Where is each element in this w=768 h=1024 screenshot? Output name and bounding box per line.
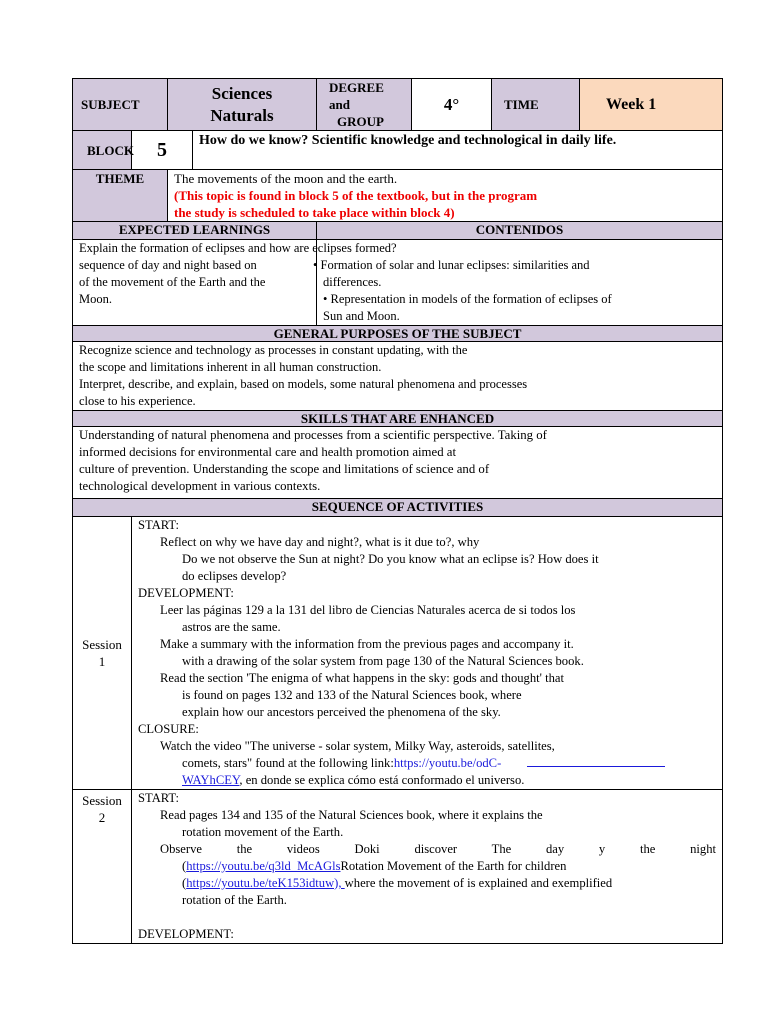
video-link-1[interactable]: https://youtu.be/odC- — [393, 756, 502, 770]
sequence-header: SEQUENCE OF ACTIVITIES — [73, 499, 723, 517]
theme-text: The movements of the moon and the earth. — [174, 171, 398, 186]
video-link-2[interactable]: https://youtu.be/q3ld_McAGls — [186, 859, 341, 873]
theme-content: The movements of the moon and the earth. (This topic is found in block 5 of the textbook, but in the program the study is scheduled to take place within block 4) — [168, 170, 723, 222]
video-link-3[interactable]: https://youtu.be/teK153idtuw), — [186, 876, 345, 890]
contenidos-text: • Formation of solar and lunar eclipses: similarities and differences. • Representation in models of the formation of eclipses of Sun and Moon. — [317, 240, 723, 326]
block-label: BLOCK — [73, 131, 132, 170]
degree-value: 4° — [412, 79, 492, 131]
subject-value: Sciences Naturals — [168, 79, 317, 131]
session-2-label: Session 2 — [73, 790, 132, 944]
time-label: TIME — [492, 79, 580, 131]
purposes-header: GENERAL PURPOSES OF THE SUBJECT — [73, 326, 723, 342]
contenidos-header: CONTENIDOS — [317, 222, 723, 240]
session-1-content: START: Reflect on why we have day and night?, what is it due to?, why Do we not observe the Sun at night? Do you know what an eclipse is? How does it do eclipses develop? DEVELOPMENT: Leer las páginas 129 a la 131 del libro de Ciencias Naturales acerca de si todos los astros are the same. Make a summary with the information from the previous pages and accompany it. with a drawing of the solar system from page 130 of the Natural Sciences book. Read the section 'The enigma of what happens in the sky: gods and thought' that is found on pages 132 and 133 of the Natural Sciences book, where explain how our ancestors perceived the phenomena of the sky. CLOSURE: Watch the video "The universe - solar system, Milky Way, asteroids, satellites, comets, stars" found at the following link:https://youtu.be/odC- WAYhCEY, en donde se explica cómo está conformado el universo. — [132, 517, 723, 790]
session-1-label: Session 1 — [73, 517, 132, 790]
list-item: Read pages 134 and 135 of the Natural Sciences book, where it explains the — [160, 808, 543, 822]
list-item: Leer las páginas 129 a la 131 del libro de Ciencias Naturales acerca de si todos los — [160, 603, 576, 617]
session-2-content: START: Read pages 134 and 135 of the Natural Sciences book, where it explains the rotation movement of the Earth. Observe the videos Doki discover The day y the night (https://youtu.be/q3ld_McAGlsRotation Movement of the Earth for children (https://youtu.be/teK153idtuw), where the movement of is explained and exemplified rotation of the Earth. DEVELOPMENT: — [132, 790, 723, 944]
lesson-plan-sheet — [72, 78, 722, 944]
expected-learnings-header: EXPECTED LEARNINGS — [73, 222, 317, 240]
list-item: Observe the videos Doki discover The day y the night — [160, 842, 716, 856]
video-link-1-cont[interactable]: WAYhCEY — [182, 773, 240, 787]
theme-note: (This topic is found in block 5 of the textbook, but in the program — [174, 188, 538, 203]
list-item: Make a summary with the information from the previous pages and accompany it. — [160, 637, 574, 651]
list-item: Reflect on why we have day and night?, what is it due to?, why — [160, 535, 480, 549]
theme-label: THEME — [73, 170, 168, 222]
block-title: How do we know? Scientific knowledge and technological in daily life. — [193, 131, 723, 170]
list-item: Read the section 'The enigma of what happens in the sky: gods and thought' that — [160, 671, 564, 685]
list-item: Watch the video "The universe - solar system, Milky Way, asteroids, satellites, — [160, 739, 555, 753]
degree-group-label: DEGREE and GROUP — [317, 79, 412, 131]
lesson-plan-table — [72, 78, 723, 944]
skills-text: Understanding of natural phenomena and processes from a scientific perspective. Taking of informed decisions for environmental care and health promotion aimed at culture of prevention. Understanding the scope and limitations of science and of technological development in various contexts. — [73, 427, 723, 499]
block-number: 5 — [132, 131, 193, 170]
expected-learnings-text: Explain the formation of eclipses and how are eclipses formed? sequence of day and night based on of the movement of the Earth and the Moon. — [73, 240, 317, 326]
subject-label: SUBJECT — [73, 79, 168, 131]
purposes-text: Recognize science and technology as processes in constant updating, with the the scope and limitations inherent in all human construction. Interpret, describe, and explain, based on models, some natural phenomena and processes close to his experience. — [73, 342, 723, 411]
skills-header: SKILLS THAT ARE ENHANCED — [73, 411, 723, 427]
time-value: Week 1 — [580, 79, 723, 131]
